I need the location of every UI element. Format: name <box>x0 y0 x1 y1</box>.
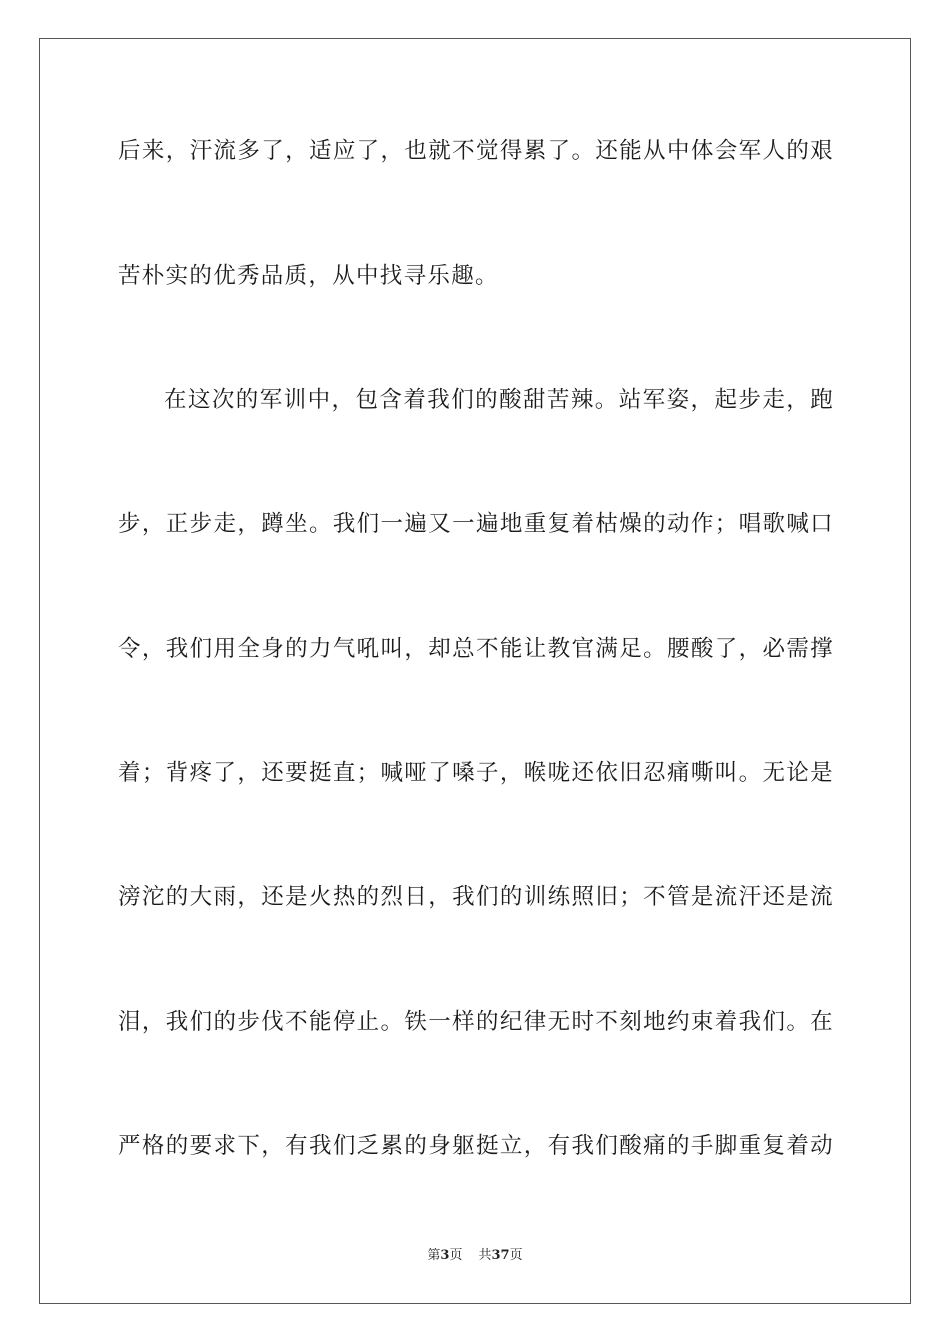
total-pages-label: 共37页 <box>478 1248 523 1263</box>
text-line-5: 令，我们用全身的力气吼叫，却总不能让教官满足。腰酸了，必需撑 <box>118 636 834 662</box>
text-line-3: 在这次的军训中，包含着我们的酸甜苦辣。站军姿，起步走，跑 <box>164 387 834 413</box>
page-border <box>39 38 911 1304</box>
text-line-7: 滂沱的大雨，还是火热的烈日，我们的训练照旧；不管是流汗还是流 <box>118 884 834 910</box>
text-line-6: 着；背疼了，还要挺直；喊哑了嗓子，喉咙还依旧忍痛嘶叫。无论是 <box>118 760 834 786</box>
text-line-1: 后来，汗流多了，适应了，也就不觉得累了。还能从中体会军人的艰 <box>118 138 834 164</box>
text-line-2: 苦朴实的优秀品质，从中找寻乐趣。 <box>118 263 499 289</box>
text-line-8: 泪，我们的步伐不能停止。铁一样的纪律无时不刻地约束着我们。在 <box>118 1009 834 1035</box>
total-pages-number: 37 <box>491 1248 510 1263</box>
text-line-9: 严格的要求下，有我们乏累的身躯挺立，有我们酸痛的手脚重复着动 <box>118 1133 834 1159</box>
page-number: 3 <box>440 1248 450 1263</box>
page-footer <box>0 1247 950 1265</box>
text-line-4: 步，正步走，蹲坐。我们一遍又一遍地重复着枯燥的动作；唱歌喊口 <box>118 511 834 537</box>
page-label: 第3页 <box>427 1248 463 1263</box>
